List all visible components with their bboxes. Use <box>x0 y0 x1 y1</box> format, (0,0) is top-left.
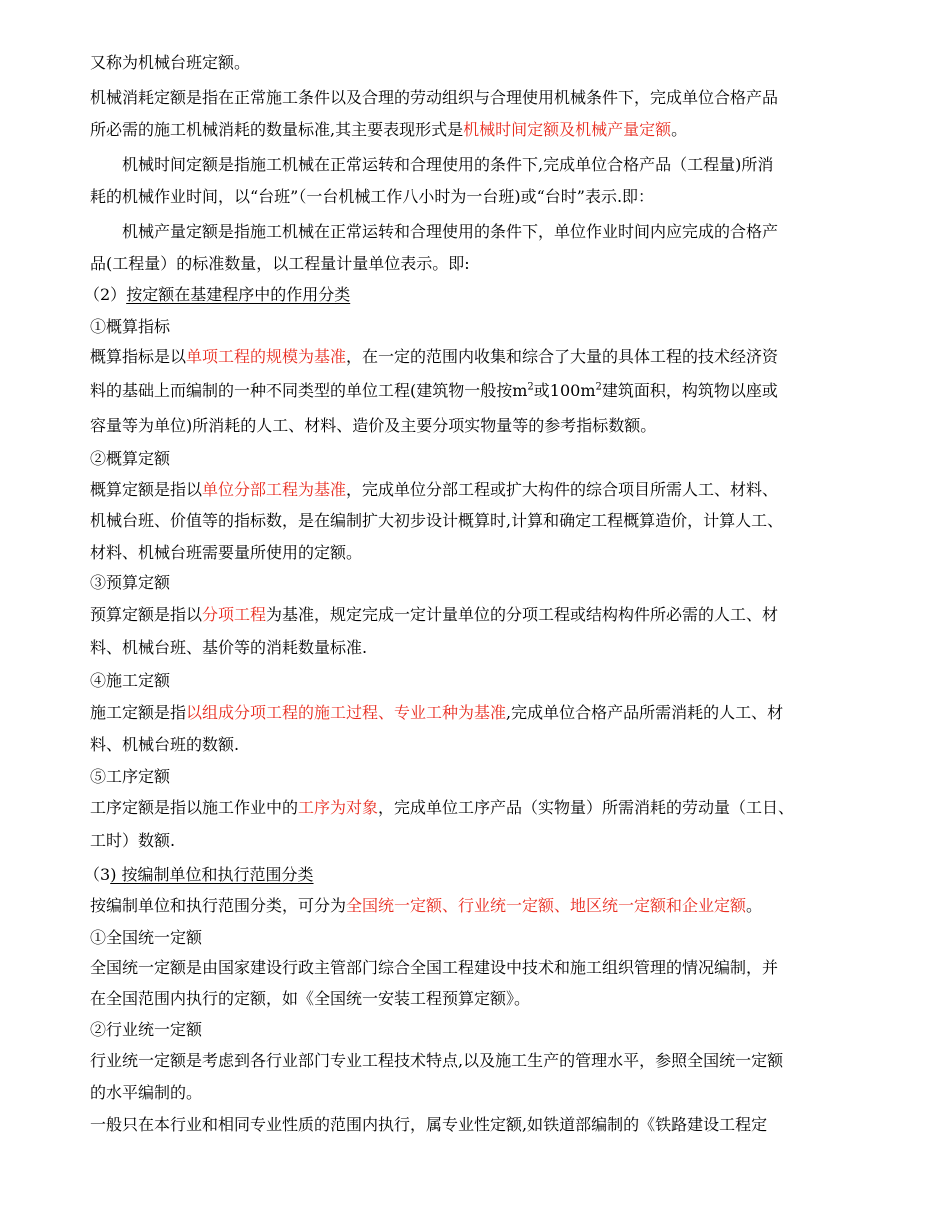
highlight-text: 分项工程 <box>202 605 267 624</box>
section-heading-2: （2）按定额在基建程序中的作用分类 <box>84 285 351 304</box>
text-line: 料、机械台班的数额. <box>90 735 240 754</box>
highlight-text: 全国统一定额、行业统一定额、地区统一定额和企业定额 <box>346 896 747 915</box>
text-line: 机械台班、价值等的指标数，是在编制扩大初步设计概算时,计算和确定工程概算造价，计算人工、 <box>90 511 784 530</box>
highlight-text: 机械时间定额及机械产量定额 <box>463 120 672 139</box>
subheading: ③预算定额 <box>90 573 171 592</box>
text-line: 概算定额是指以单位分部工程为基准，完成单位分部工程或扩大构件的综合项目所需人工、材料、 <box>90 480 779 499</box>
text-line: 所必需的施工机械消耗的数量标准,其主要表现形式是机械时间定额及机械产量定额。 <box>90 120 688 139</box>
highlight-text: 单位分部工程为基准 <box>202 480 347 499</box>
text-line: 容量等为单位)所消耗的人工、材料、造价及主要分项实物量等的参考指标数额。 <box>90 416 657 435</box>
text-line: 概算指标是以单项工程的规模为基准，在一定的范围内收集和综合了大量的具体工程的技术经济资 <box>90 347 779 366</box>
text-line: 全国统一定额是由国家建设行政主管部门综合全国工程建设中技术和施工组织管理的情况编制，并 <box>90 958 779 977</box>
subheading: ⑤工序定额 <box>90 767 171 786</box>
text-line: 行业统一定额是考虑到各行业部门专业工程技术特点,以及施工生产的管理水平，参照全国统一定额 <box>90 1051 784 1070</box>
subheading: ①全国统一定额 <box>90 928 203 947</box>
text-line: 机械产量定额是指施工机械在正常运转和合理使用的条件下，单位作业时间内应完成的合格产 <box>122 222 779 241</box>
text-line: 在全国范围内执行的定额，如《全国统一安装工程预算定额》。 <box>90 989 531 1008</box>
text-line: 材料、机械台班需要量所使用的定额。 <box>90 543 363 562</box>
highlight-text: 单项工程的规模为基准 <box>186 347 347 366</box>
text-line: 预算定额是指以分项工程为基准，规定完成一定计量单位的分项工程或结构构件所必需的人工、材 <box>90 605 779 624</box>
section-heading-3: （3) 按编制单位和执行范围分类 <box>84 865 314 884</box>
text-line: 品(工程量）的标准数量，以工程量计量单位表示。即: <box>90 254 470 273</box>
text-line: 的水平编制的。 <box>90 1083 203 1102</box>
subheading: ①概算指标 <box>90 317 171 336</box>
text-line: 机械消耗定额是指在正常施工条件以及合理的劳动组织与合理使用机械条件下，完成单位合格产品 <box>90 88 779 107</box>
text-line: 又称为机械台班定额。 <box>90 53 251 72</box>
text-line: 料、机械台班、基价等的消耗数量标准. <box>90 638 368 657</box>
text-line: 料的基础上而编制的一种不同类型的单位工程(建筑物一般按$m^2$或$100m^2$建筑面积，构筑物以座或 <box>90 381 778 400</box>
highlight-text: 以组成分项工程的施工过程、专业工种为基准 <box>186 703 507 722</box>
subheading: ④施工定额 <box>90 671 171 690</box>
text-line: 机械时间定额是指施工机械在正常运转和合理使用的条件下,完成单位合格产品（工程量)所消 <box>122 155 774 174</box>
highlight-text: 工序为对象 <box>298 798 379 817</box>
text-line: 按编制单位和执行范围分类，可分为全国统一定额、行业统一定额、地区统一定额和企业定额。 <box>90 896 763 915</box>
text-line: 一般只在本行业和相同专业性质的范围内执行，属专业性定额,如铁道部编制的《铁路建设工程定 <box>90 1115 768 1134</box>
subheading: ②概算定额 <box>90 449 171 468</box>
text-line: 工序定额是指以施工作业中的工序为对象，完成单位工序产品（实物量）所需消耗的劳动量（工日、 <box>90 798 795 817</box>
subheading: ②行业统一定额 <box>90 1020 203 1039</box>
text-line: 工时）数额. <box>90 831 176 850</box>
text-line: 施工定额是指以组成分项工程的施工过程、专业工种为基准,完成单位合格产品所需消耗的人工、材 <box>90 703 784 722</box>
text-line: 耗的机械作业时间，以“台班”（一台机械工作八小时为一台班)或“台时”表示.即： <box>90 187 655 206</box>
